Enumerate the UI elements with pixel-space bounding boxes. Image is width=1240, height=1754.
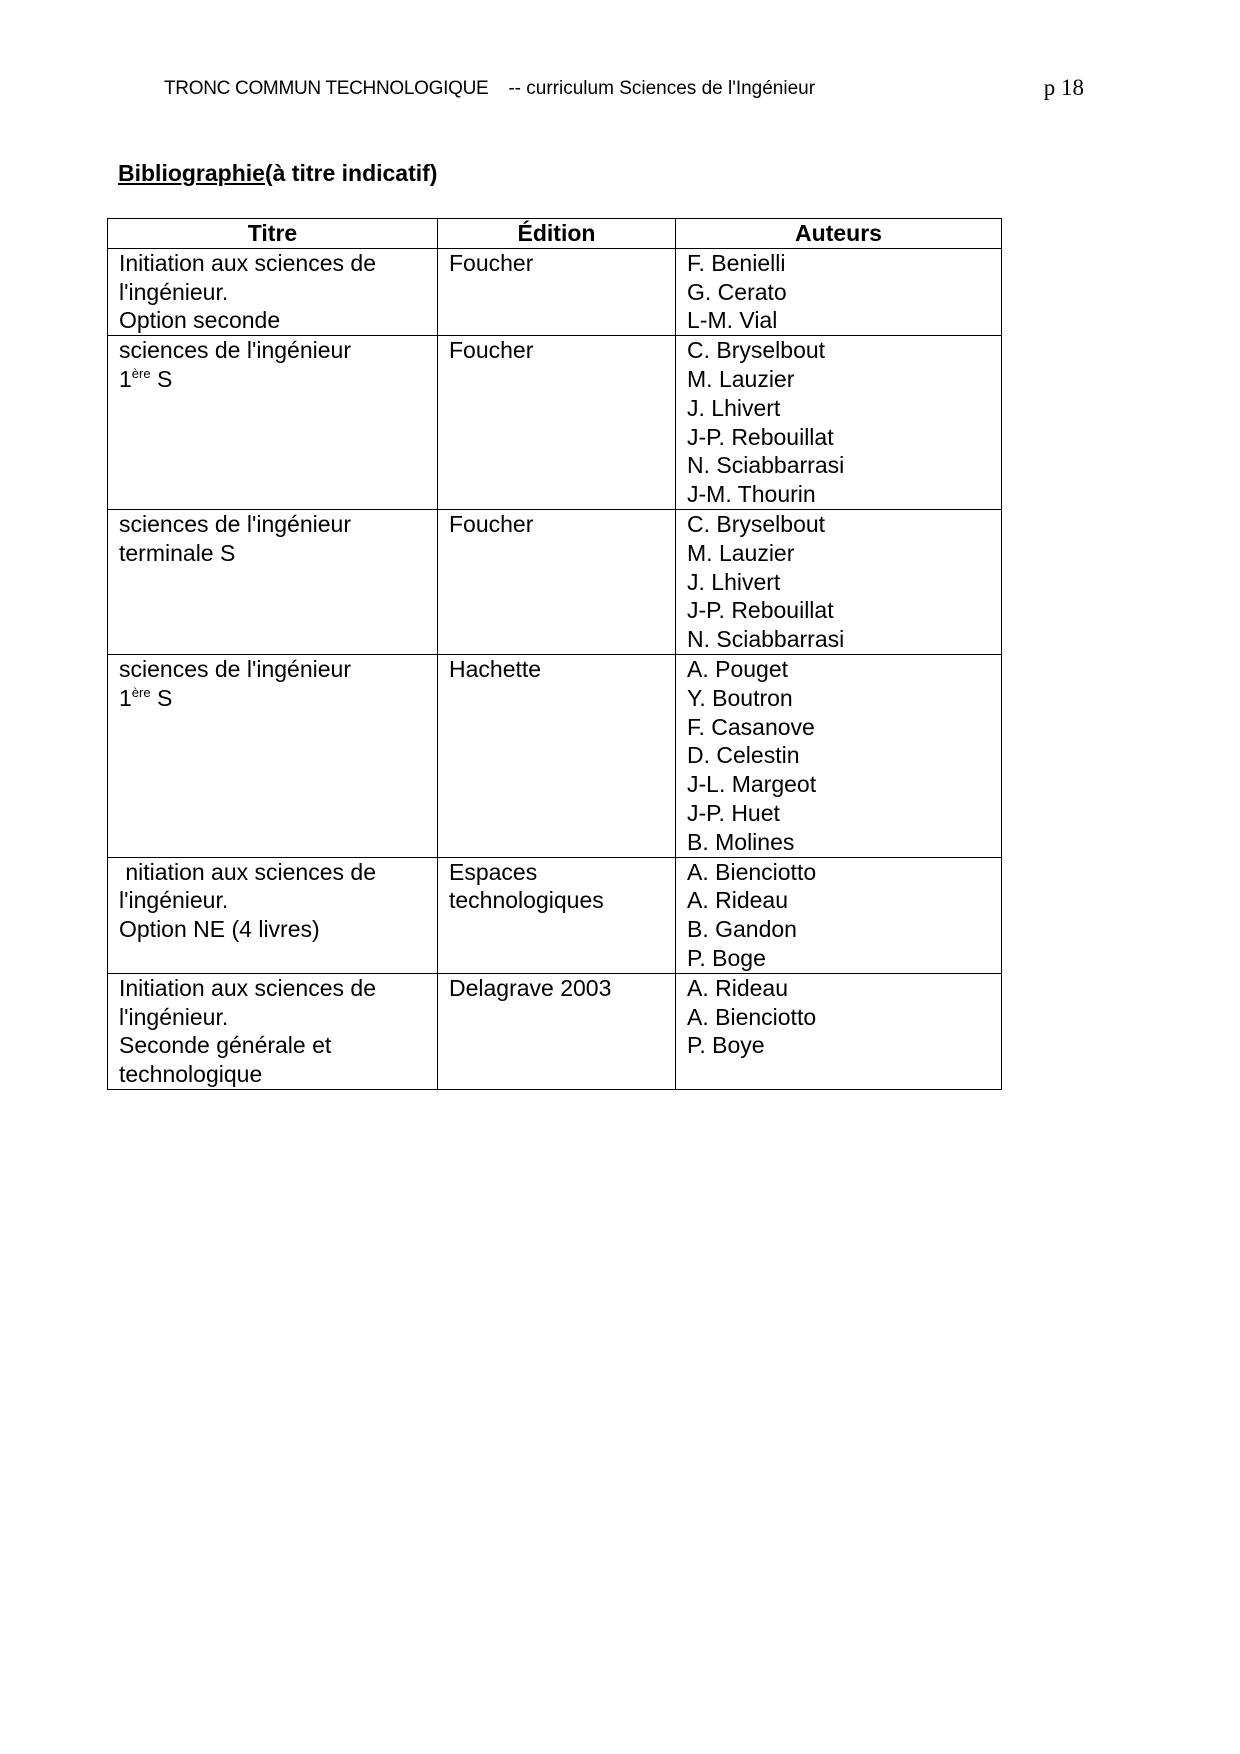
author-name: A. Bienciotto [687, 1003, 817, 1030]
cell-auteurs [676, 336, 1002, 510]
table-row [108, 654, 1002, 857]
header-left [164, 78, 815, 100]
author-name: A. Rideau [687, 974, 789, 1001]
titre-line: Seconde générale et [119, 1032, 332, 1059]
section-heading [118, 160, 437, 187]
cell-titre [108, 336, 438, 510]
titre-line: sciences de l'ingénieur [119, 337, 351, 364]
titre-line: l'ingénieur. [119, 1003, 229, 1030]
author-name: Y. Boutron [687, 684, 793, 711]
page-header [164, 75, 1084, 102]
cell-edition [438, 509, 676, 654]
cell-edition [438, 336, 676, 510]
cell-edition [438, 973, 676, 1089]
titre-line: sciences de l'ingénieur [119, 655, 351, 682]
author-name: D. Celestin [687, 742, 800, 769]
table-body [108, 248, 1002, 1089]
cell-titre [108, 509, 438, 654]
table-header-row [108, 219, 1002, 249]
titre-line: nitiation aux sciences de [119, 858, 376, 885]
author-name: N. Sciabbarrasi [687, 626, 845, 653]
author-name: A. Bienciotto [687, 858, 817, 885]
edition-line: Foucher [449, 337, 534, 364]
author-name: M. Lauzier [687, 365, 795, 392]
edition-line: Foucher [449, 510, 534, 537]
author-name: B. Molines [687, 828, 795, 855]
author-name: J-M. Thourin [687, 481, 816, 508]
superscript: ère [131, 684, 151, 700]
titre-line: technologique [119, 1061, 263, 1088]
author-name: J. Lhivert [687, 394, 781, 421]
cell-titre [108, 248, 438, 335]
author-name: M. Lauzier [687, 539, 795, 566]
column-header-auteurs: Auteurs [676, 219, 1002, 249]
cell-auteurs [676, 509, 1002, 654]
edition-line: technologiques [449, 887, 604, 914]
superscript: ère [131, 365, 151, 381]
author-name: P. Boge [687, 944, 766, 971]
author-name: F. Benielli [687, 249, 786, 276]
section-heading-main: Bibliographie [118, 160, 265, 186]
author-name: A. Pouget [687, 655, 789, 682]
cell-auteurs [676, 248, 1002, 335]
cell-auteurs [676, 973, 1002, 1089]
header-subtitle: -- curriculum Sciences de l'Ingénieur [508, 78, 816, 99]
table-row [108, 336, 1002, 510]
titre-line: Initiation aux sciences de [119, 974, 376, 1001]
edition-line: Foucher [449, 249, 534, 276]
table-row [108, 857, 1002, 973]
column-header-titre: Titre [108, 219, 438, 249]
cell-edition [438, 248, 676, 335]
titre-line: Option seconde [119, 307, 281, 334]
table-row [108, 973, 1002, 1089]
titre-line: sciences de l'ingénieur [119, 510, 351, 537]
author-name: F. Casanove [687, 713, 815, 740]
edition-line: Delagrave 2003 [449, 974, 612, 1001]
section-heading-note: (à titre indicatif) [264, 160, 438, 186]
author-name: P. Boye [687, 1032, 765, 1059]
author-name: J-P. Rebouillat [687, 423, 834, 450]
titre-line: 1ère S [119, 365, 173, 392]
titre-line: Initiation aux sciences de [119, 249, 376, 276]
table-row [108, 248, 1002, 335]
titre-line: l'ingénieur. [119, 887, 229, 914]
header-title: TRONC COMMUN TECHNOLOGIQUE [164, 78, 489, 99]
author-name: C. Bryselbout [687, 337, 826, 364]
titre-line: l'ingénieur. [119, 278, 229, 305]
author-name: B. Gandon [687, 916, 797, 943]
cell-auteurs [676, 654, 1002, 857]
author-name: L-M. Vial [687, 307, 778, 334]
author-name: N. Sciabbarrasi [687, 452, 845, 479]
cell-edition [438, 654, 676, 857]
page-number: p 18 [1043, 75, 1084, 100]
author-name: J-L. Margeot [687, 771, 817, 798]
author-name: G. Cerato [687, 278, 787, 305]
author-name: J-P. Huet [687, 799, 780, 826]
author-name: A. Rideau [687, 887, 789, 914]
cell-titre [108, 654, 438, 857]
column-header-edition: Édition [438, 219, 676, 249]
author-name: J. Lhivert [687, 568, 781, 595]
author-name: J-P. Rebouillat [687, 597, 834, 624]
bibliography-table [107, 218, 1002, 1090]
author-name: C. Bryselbout [687, 510, 826, 537]
edition-line: Hachette [449, 655, 542, 682]
cell-auteurs [676, 857, 1002, 973]
titre-line: Option NE (4 livres) [119, 916, 320, 943]
edition-line: Espaces [449, 858, 538, 885]
cell-titre [108, 857, 438, 973]
cell-titre [108, 973, 438, 1089]
titre-line: terminale S [119, 539, 236, 566]
titre-line: 1ère S [119, 684, 173, 711]
table-row [108, 509, 1002, 654]
cell-edition [438, 857, 676, 973]
